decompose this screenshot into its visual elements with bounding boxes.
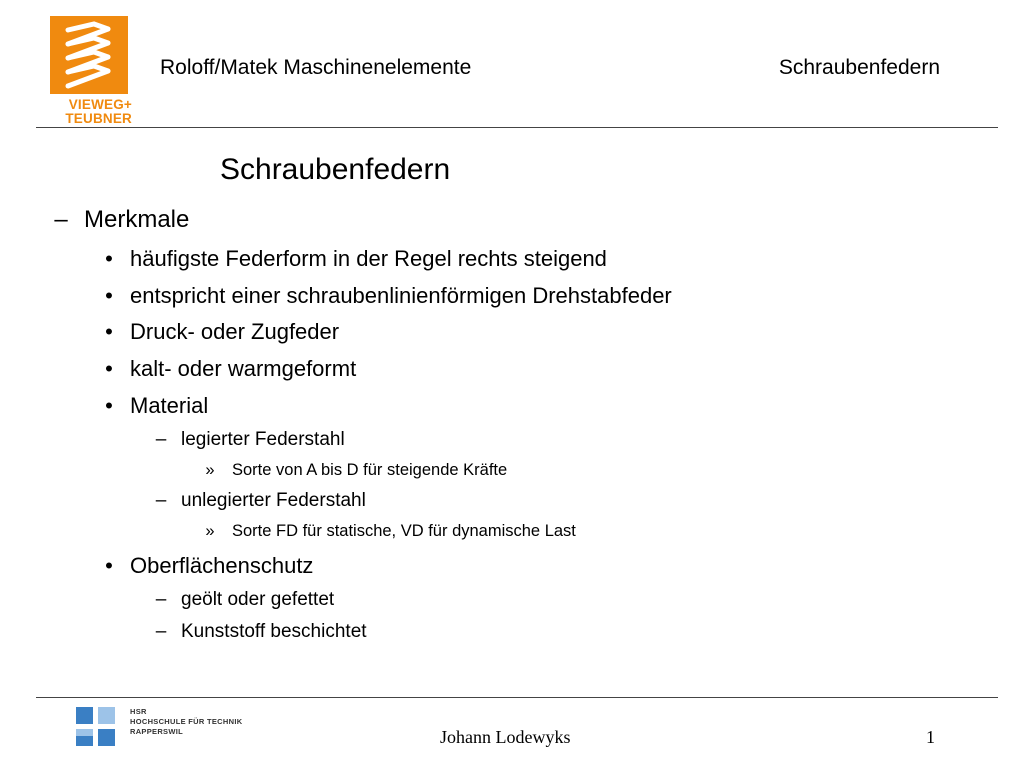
bullet-marker: • bbox=[105, 356, 113, 381]
list-item bbox=[205, 521, 576, 541]
list-item-text: entspricht einer schraubenlinienförmigen Drehstabfeder bbox=[130, 283, 672, 308]
list-item-text: Kunststoff beschichtet bbox=[181, 621, 367, 642]
school-logo-line2: HOCHSCHULE FÜR TECHNIK bbox=[130, 717, 243, 726]
list-item bbox=[105, 393, 209, 419]
publisher-wordmark bbox=[36, 98, 132, 126]
list-item bbox=[105, 553, 314, 579]
header-book-title: Roloff/Matek Maschinenelemente bbox=[160, 56, 472, 79]
list-item-text: unlegierter Federstahl bbox=[181, 490, 366, 511]
dash-marker: – bbox=[155, 490, 167, 511]
list-item bbox=[205, 460, 508, 480]
header-topic: Schraubenfedern bbox=[778, 56, 940, 79]
header-divider bbox=[36, 127, 998, 128]
list-item-text: häufigste Federform in der Regel rechts steigend bbox=[130, 246, 607, 271]
list-item-text: Sorte FD für statische, VD für dynamische Last bbox=[232, 522, 576, 540]
list-item bbox=[105, 283, 672, 309]
footer-divider bbox=[36, 697, 998, 698]
publisher-logo bbox=[36, 16, 132, 126]
bullet-marker: • bbox=[105, 283, 113, 308]
list-item-text: legierter Federstahl bbox=[181, 429, 345, 450]
list-item-text: geölt oder gefettet bbox=[181, 589, 335, 610]
dash-marker: – bbox=[155, 429, 167, 450]
slide-title: Schraubenfedern bbox=[220, 153, 451, 186]
list-item bbox=[155, 429, 345, 451]
dash-marker: – bbox=[155, 621, 167, 642]
bullet-marker: • bbox=[105, 319, 113, 344]
school-name bbox=[130, 707, 242, 737]
school-logo-line1: HSR bbox=[130, 707, 147, 716]
school-logo-line3: RAPPERSWIL bbox=[130, 727, 184, 736]
bullet-marker: • bbox=[105, 393, 113, 418]
list-item bbox=[54, 206, 190, 234]
dash-marker: – bbox=[155, 589, 167, 610]
list-item bbox=[105, 319, 340, 345]
footer-author: Johann Lodewyks bbox=[440, 727, 571, 747]
list-item bbox=[155, 589, 335, 611]
school-logo bbox=[76, 707, 256, 753]
list-item bbox=[105, 356, 357, 382]
bullet-marker: • bbox=[105, 246, 113, 271]
bullet-marker: • bbox=[105, 553, 113, 578]
list-item-text: Sorte von A bis D für steigende Kräfte bbox=[232, 461, 508, 479]
list-item-text: Merkmale bbox=[84, 206, 190, 233]
guillemet-marker: » bbox=[205, 461, 215, 479]
guillemet-marker: » bbox=[205, 522, 215, 540]
spring-logo-icon bbox=[50, 16, 128, 94]
dash-marker: – bbox=[54, 206, 68, 233]
list-item-text: kalt- oder warmgeformt bbox=[130, 356, 357, 381]
page-number: 1 bbox=[926, 727, 935, 747]
list-item-text: Druck- oder Zugfeder bbox=[130, 319, 340, 344]
list-item-text: Material bbox=[130, 393, 209, 418]
publisher-logo-line1: VIEWEG+ bbox=[68, 97, 132, 112]
list-item-text: Oberflächenschutz bbox=[130, 553, 314, 578]
list-item bbox=[155, 490, 366, 512]
publisher-logo-line2: TEUBNER bbox=[65, 111, 132, 126]
list-item bbox=[105, 246, 607, 272]
list-item bbox=[155, 621, 367, 643]
